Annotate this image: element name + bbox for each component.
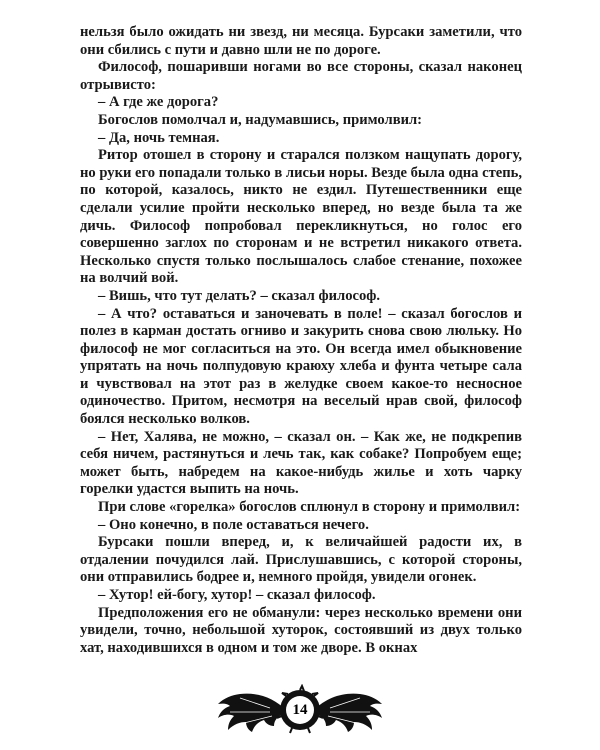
- paragraph: – Нет, Халява, не можно, – сказал он. – Как же, не подкрепив себя ничем, растянуться и лечь так, как собаке? Попробуем еще; может быть, набредем на какое-нибудь жилье и хоть чарку горелки удастся выпить на ночь.: [80, 428, 522, 498]
- paragraph: Философ, пошаривши ногами во все стороны, сказал наконец отрывисто:: [80, 59, 522, 93]
- paragraph: – Оно конечно, в поле оставаться нечего.: [98, 516, 369, 533]
- paragraph: – Вишь, что тут делать? – сказал философ.: [98, 287, 381, 304]
- paragraph: – А где же дорога?: [98, 94, 219, 111]
- paragraph: Предположения его не обманули: через несколько времени они увидели, точно, небольшой хуторок, состоявший из двух только хат, находившихся в одном и том же дворе. В окнах: [80, 604, 522, 656]
- paragraph: – Да, ночь темная.: [98, 129, 220, 146]
- paragraph: – А что? оставаться и заночевать в поле! – сказал богослов и полез в карман достать огниво и закурить снова свою люльку. Но философ не мог согласиться на это. Он всегда имел обыкновение упрятать на ночь полпудовую краюху хлеба и фунта четыре сала и чувствовал на этот раз в желудке своем какое-то несносное одиночество. Притом, несмотря на веселый нрав свой, философ боялся несколько волков.: [80, 305, 522, 428]
- paragraph: Бурсаки пошли вперед, и, к величайшей радости их, в отдалении почудился лай. Прислушавшись, с которой стороны, они отправились бодрее и, немного пройдя, увидели огонек.: [80, 534, 522, 586]
- body-text: [80, 24, 522, 657]
- page-number: 14: [292, 702, 308, 718]
- paragraph: – Хутор! ей-богу, хутор! – сказал философ.: [98, 587, 376, 603]
- paragraph: Богослов помолчал и, надумавшись, примолвил:: [98, 111, 423, 128]
- paragraph: нельзя было ожидать ни звезд, ни месяца. Бурсаки заметили, что они сбились с пути и давно шли не по дороге.: [80, 24, 522, 58]
- paragraph: Ритор отошел в сторону и старался ползком нащупать дорогу, но руки его попадали только в лисьи норы. Везде была одна степь, по которой, казалось, никто не ездил. Путешественники еще сделали усилие пройти несколько вперед, но везде была та же дичь. Философ попробовал перекликнуться, но голос его совершенно заглох по сторонам и не встретил никакого ответа. Несколько спустя только послышалось слабое стенание, похожее на волчий вой.: [80, 147, 522, 287]
- paragraph: При слове «горелка» богослов сплюнул в сторону и примолвил:: [98, 499, 521, 516]
